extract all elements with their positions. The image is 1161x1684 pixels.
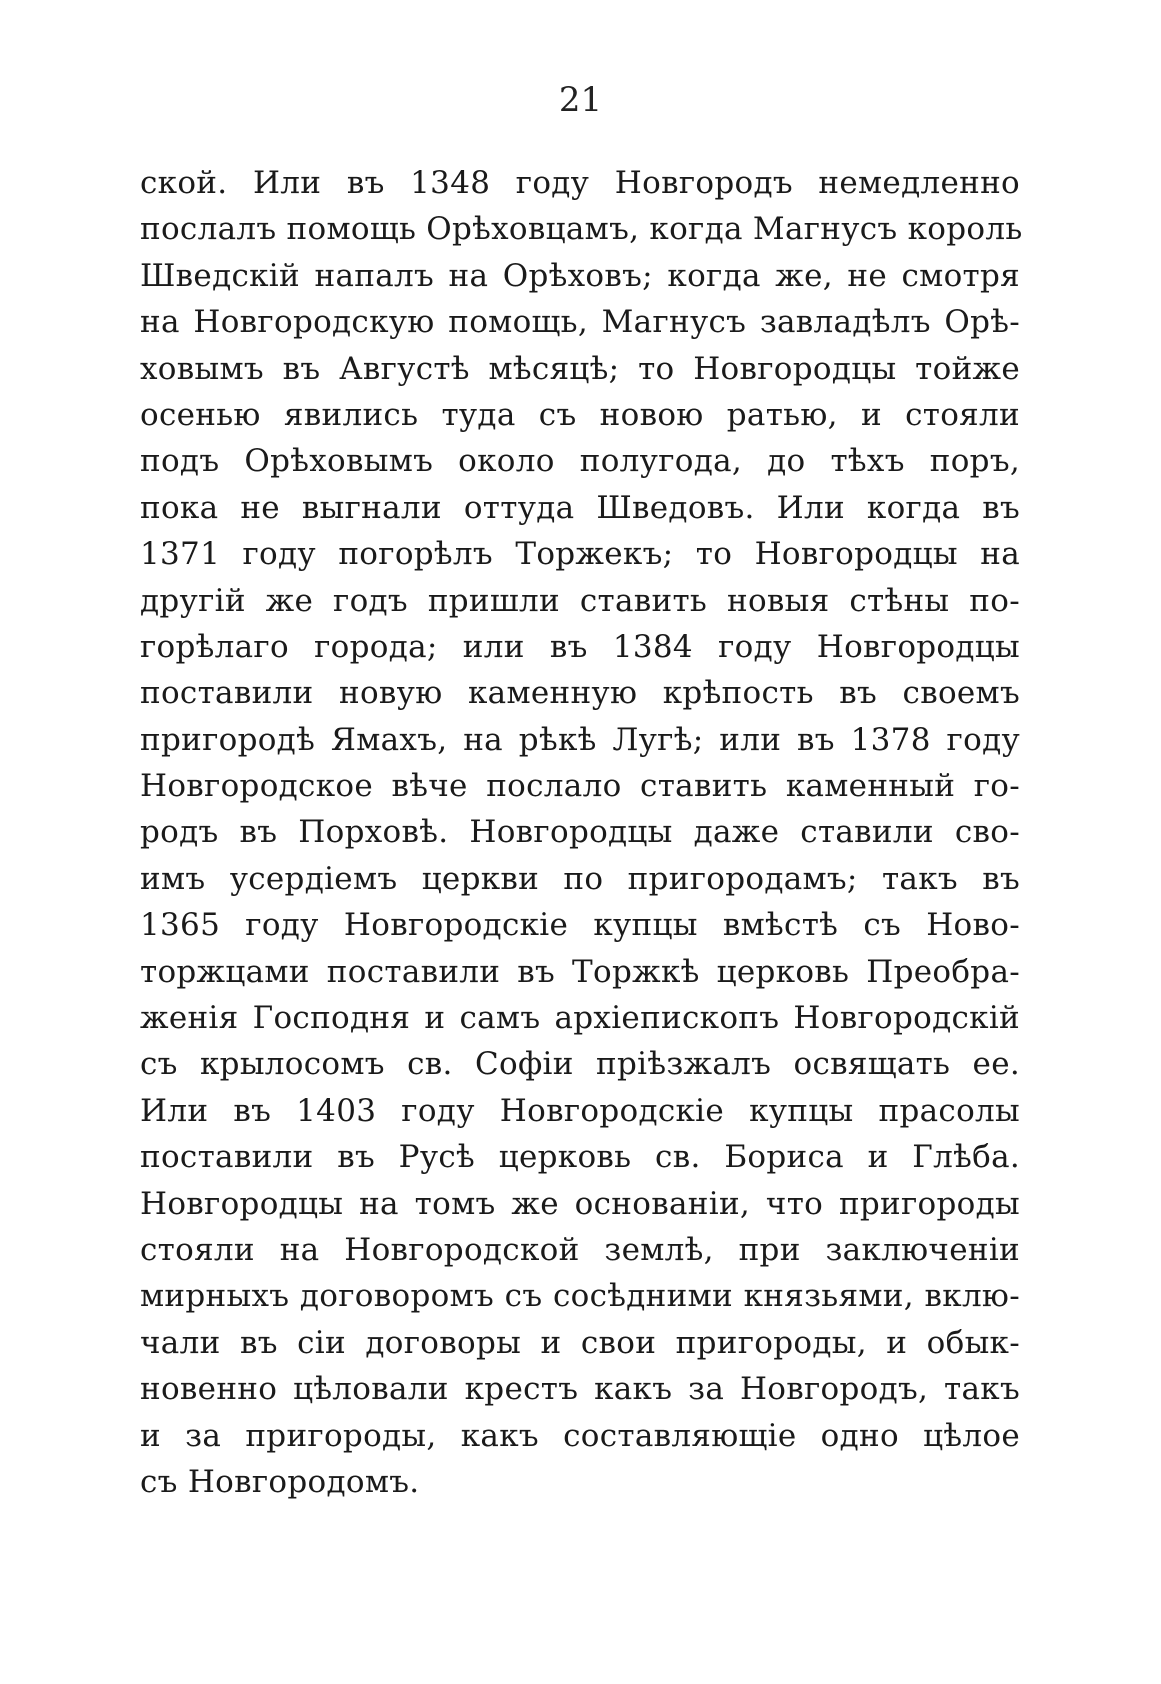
text-line: горѣлаго города; или въ 1384 году Новгородцы bbox=[140, 628, 1020, 665]
text-line: на Новгородскую помощь, Магнусъ завладѣлъ Орѣ- bbox=[140, 304, 1020, 341]
text-line: чали въ сіи договоры и свои пригороды, и обык- bbox=[140, 1324, 1020, 1361]
text-line: осенью явились туда съ новою ратью, и стояли bbox=[140, 396, 1020, 433]
body-text bbox=[140, 160, 1023, 1505]
text-line: имъ усердіемъ церкви по пригородамъ; такъ въ bbox=[140, 860, 1020, 897]
text-line: и за пригороды, какъ составляющіе одно цѣлое bbox=[140, 1417, 1020, 1454]
text-line: 1365 году Новгородскіе купцы вмѣстѣ съ Ново- bbox=[140, 907, 1020, 944]
text-line: стояли на Новгородской землѣ, при заключеніи bbox=[140, 1231, 1020, 1268]
text-line: подъ Орѣховымъ около полугода, до тѣхъ поръ, bbox=[140, 443, 1020, 480]
text-line: съ Новгородомъ. bbox=[140, 1463, 420, 1500]
text-line: съ крылосомъ св. Софіи пріѣзжалъ освящать ее. bbox=[140, 1046, 1020, 1083]
text-line: новенно цѣловали крестъ какъ за Новгородъ, такъ bbox=[140, 1371, 1020, 1408]
text-line: поставили новую каменную крѣпость въ своемъ bbox=[140, 675, 1020, 712]
text-line: пригородѣ Ямахъ, на рѣкѣ Лугѣ; или въ 1378 году bbox=[140, 721, 1020, 758]
text-line: ской. Или въ 1348 году Новгородъ немедленно bbox=[140, 165, 1020, 201]
text-line: поставили въ Русѣ церковь св. Бориса и Глѣба. bbox=[140, 1139, 1020, 1176]
text-line: мирныхъ договоромъ съ сосѣдними князьями, вклю- bbox=[140, 1278, 1020, 1315]
text-line: родъ въ Порховѣ. Новгородцы даже ставили сво- bbox=[140, 814, 1020, 851]
text-line: Новгородское вѣче послало ставить каменный го- bbox=[140, 768, 1020, 805]
text-line: торжцами поставили въ Торжкѣ церковь Преобра- bbox=[140, 953, 1020, 990]
text-line: послалъ помощь Орѣховцамъ, когда Магнусъ король bbox=[140, 211, 1023, 248]
text-line: Или въ 1403 году Новгородскіе купцы прасолы bbox=[140, 1092, 1020, 1129]
text-line: пока не выгнали оттуда Шведовъ. Или когда въ bbox=[140, 489, 1020, 526]
text-line: другій же годъ пришли ставить новыя стѣны по- bbox=[140, 582, 1020, 619]
text-line: Новгородцы на томъ же основаніи, что пригороды bbox=[140, 1185, 1020, 1222]
page-number: 21 bbox=[558, 80, 603, 120]
text-line: ховымъ въ Августѣ мѣсяцѣ; то Новгородцы тойже bbox=[140, 350, 1020, 387]
text-line: Шведскій напалъ на Орѣховъ; когда же, не смотря bbox=[140, 257, 1020, 294]
text-line: женія Господня и самъ архіепископъ Новгородскій bbox=[140, 1000, 1020, 1037]
text-line: 1371 году погорѣлъ Торжекъ; то Новгородцы на bbox=[140, 536, 1020, 573]
